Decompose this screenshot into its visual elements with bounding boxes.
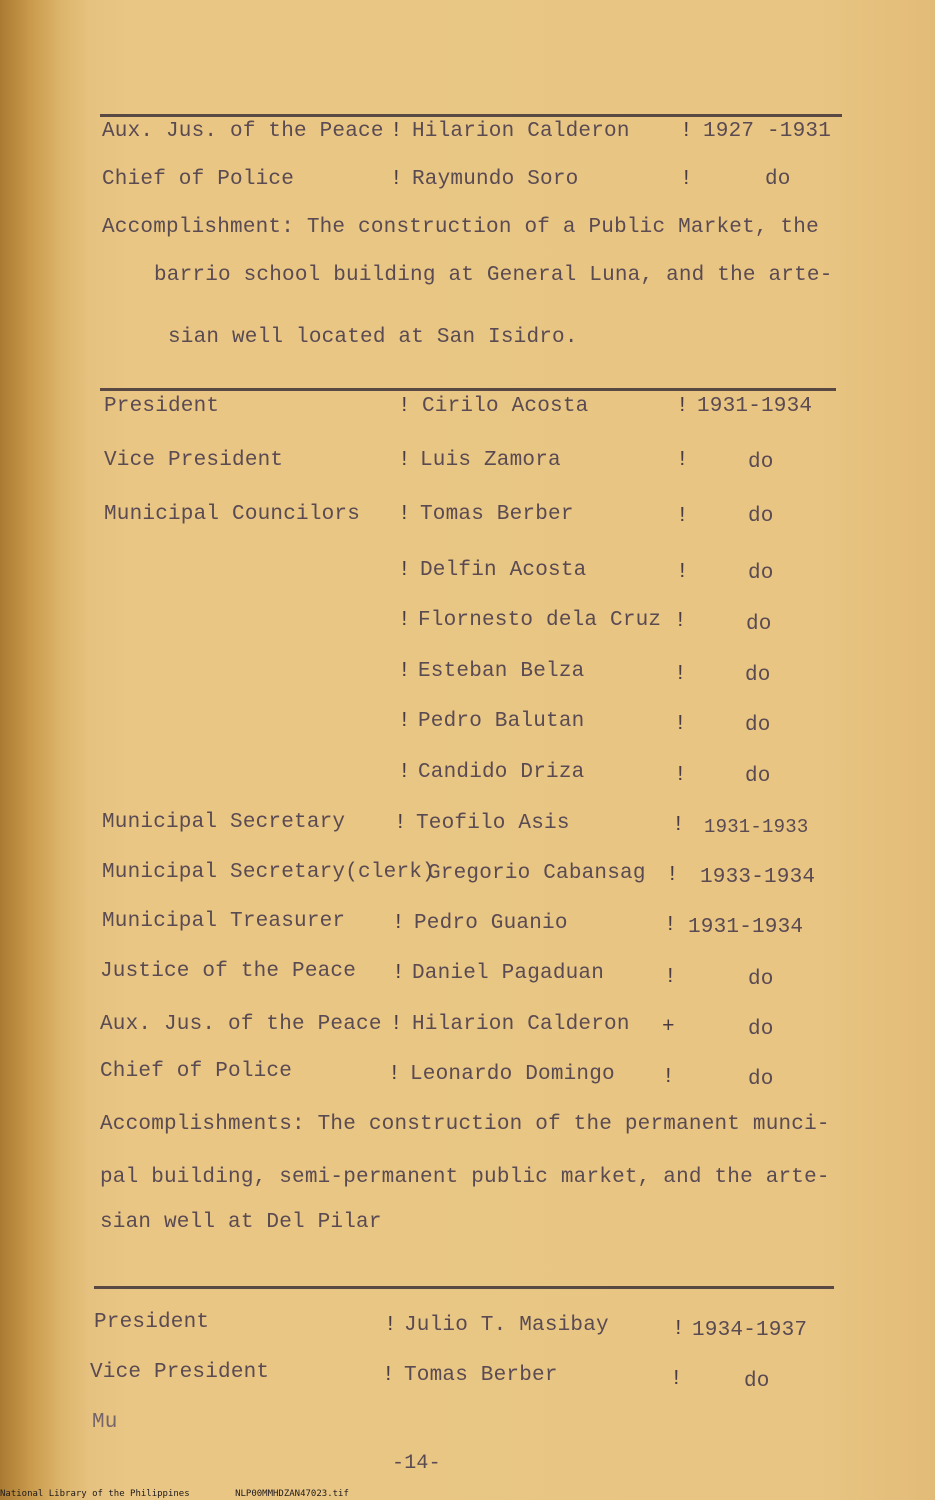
column-separator: !	[398, 395, 411, 418]
position-cell: Aux. Jus. of the Peace	[100, 1013, 382, 1036]
column-separator: !	[670, 1368, 683, 1391]
position-cell: Municipal Secretary(clerk)	[102, 861, 435, 884]
column-separator: !	[664, 914, 677, 937]
column-separator: !	[676, 449, 689, 472]
paragraph-line: barrio school building at General Luna, and the arte-	[154, 264, 833, 287]
name-cell: Raymundo Soro	[412, 168, 579, 191]
column-separator: !	[390, 120, 403, 143]
paragraph-line: sian well at Del Pilar	[100, 1211, 382, 1234]
column-separator: !	[680, 168, 693, 191]
table-rule-top	[100, 114, 842, 117]
term-cell: do	[748, 1018, 774, 1041]
term-cell: do	[744, 1370, 770, 1393]
term-cell: do	[748, 968, 774, 991]
term-cell: do	[765, 168, 791, 191]
position-cell: President	[104, 395, 220, 418]
paragraph-line: Accomplishments: The construction of the permanent munci-	[100, 1113, 830, 1136]
column-separator: !	[680, 120, 693, 143]
position-cell: Chief of Police	[102, 168, 295, 191]
position-cell: Vice President	[90, 1361, 270, 1384]
name-cell: Pedro Balutan	[418, 710, 585, 733]
paragraph-line: Accomplishment: The construction of a Public Market, the	[102, 216, 819, 239]
scan-filename: NLP00MMHDZAN47023.tif	[235, 1489, 349, 1499]
name-cell: Julio T. Masibay	[404, 1314, 609, 1337]
column-separator: !	[390, 1013, 403, 1036]
column-separator: !	[398, 559, 411, 582]
column-separator: !	[672, 814, 685, 837]
column-separator: !	[662, 1066, 675, 1089]
scan-footer	[0, 1488, 389, 1500]
column-separator: !	[398, 609, 411, 632]
name-cell: Tomas Berber	[420, 503, 574, 526]
column-separator: !	[674, 764, 687, 787]
column-separator: !	[398, 449, 411, 472]
column-separator: !	[664, 966, 677, 989]
term-cell: 1931-1933	[704, 816, 809, 838]
name-cell: Delfin Acosta	[420, 559, 587, 582]
position-cell: Aux. Jus. of the Peace	[102, 120, 384, 143]
column-separator: !	[676, 505, 689, 528]
term-cell: 1931-1934	[688, 916, 804, 939]
name-cell: Candido Driza	[418, 761, 585, 784]
term-cell: 1933-1934	[700, 866, 816, 889]
term-cell: do	[748, 505, 774, 528]
name-cell: Teofilo Asis	[416, 812, 570, 835]
name-cell: Tomas Berber	[404, 1364, 558, 1387]
name-cell: Esteban Belza	[418, 660, 585, 683]
term-cell: 1934-1937	[692, 1319, 808, 1342]
paragraph-line: sian well located at San Isidro.	[168, 326, 578, 349]
position-cell: Municipal Secretary	[102, 811, 346, 834]
column-separator: !	[672, 1318, 685, 1341]
library-credit: National Library of the Philippines	[0, 1489, 190, 1499]
page-number: -14-	[392, 1452, 441, 1475]
column-separator: !	[382, 1364, 395, 1387]
name-cell: Flornesto dela Cruz	[418, 609, 662, 632]
term-cell: do	[745, 714, 771, 737]
column-separator: !	[398, 710, 411, 733]
position-cell: President	[94, 1311, 210, 1334]
column-separator: !	[398, 660, 411, 683]
table-rule-top	[100, 388, 836, 391]
name-cell: Daniel Pagaduan	[412, 962, 605, 985]
term-cell: do	[746, 613, 772, 636]
name-cell: Luis Zamora	[420, 449, 561, 472]
column-separator: +	[662, 1016, 675, 1039]
column-separator: !	[394, 812, 407, 835]
column-separator: !	[676, 561, 689, 584]
name-cell: Hilarion Calderon	[412, 1013, 630, 1036]
position-cell: Justice of the Peace	[100, 960, 357, 983]
term-cell: do	[745, 765, 771, 788]
position-cell: Chief of Police	[100, 1060, 293, 1083]
term-cell: do	[748, 451, 774, 474]
column-separator: !	[388, 1063, 401, 1086]
term-cell: do	[748, 562, 774, 585]
name-cell: Gregorio Cabansag	[428, 862, 646, 885]
column-separator: !	[674, 713, 687, 736]
column-separator: !	[398, 503, 411, 526]
column-separator: !	[666, 864, 679, 887]
column-separator: !	[384, 1314, 397, 1337]
column-separator: !	[392, 912, 405, 935]
term-cell: do	[745, 664, 771, 687]
name-cell: Hilarion Calderon	[412, 120, 630, 143]
position-cell: Municipal Councilors	[104, 503, 361, 526]
term-cell: do	[748, 1068, 774, 1091]
term-cell: 1931-1934	[697, 395, 813, 418]
column-separator: !	[674, 610, 687, 633]
paragraph-line: pal building, semi-permanent public market, and the arte-	[100, 1166, 830, 1189]
position-cell: Vice President	[104, 449, 284, 472]
name-cell: Leonardo Domingo	[410, 1063, 615, 1086]
column-separator: !	[392, 962, 405, 985]
column-separator: !	[390, 168, 403, 191]
truncated-position-fragment: Mu	[92, 1411, 118, 1434]
column-separator: !	[398, 761, 411, 784]
term-cell: 1927 -1931	[703, 120, 832, 143]
column-separator: !	[674, 663, 687, 686]
column-separator: !	[676, 395, 689, 418]
position-cell: Municipal Treasurer	[102, 910, 346, 933]
name-cell: Pedro Guanio	[414, 912, 568, 935]
table-rule-top	[94, 1286, 834, 1289]
name-cell: Cirilo Acosta	[422, 395, 589, 418]
